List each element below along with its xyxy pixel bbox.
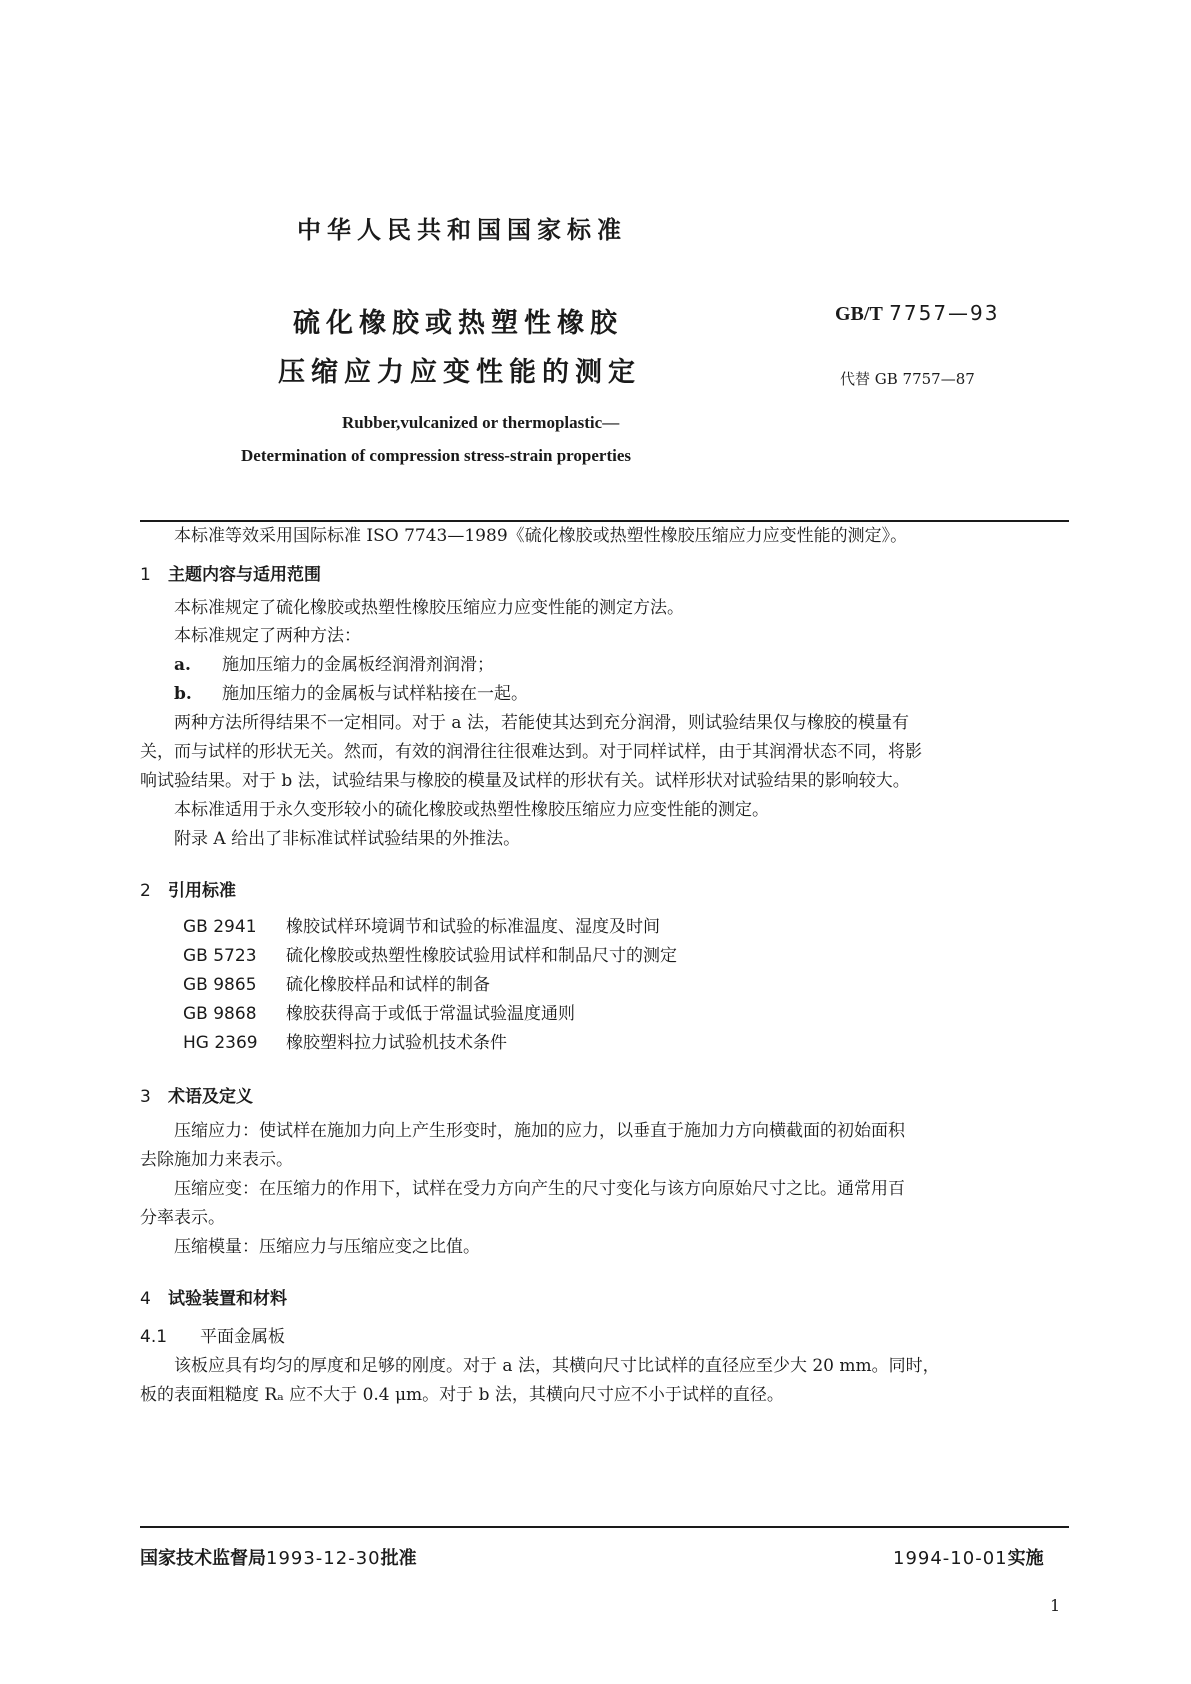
section-4-number: 4 [140, 1289, 151, 1309]
footer-divider [140, 1526, 1069, 1528]
document-title-line2: 压缩应力应变性能的测定 [278, 357, 641, 388]
s1-paragraph-5: 附录 A 给出了非标准试样试验结果的外推法。 [174, 829, 521, 849]
s1-paragraph-3-line1: 两种方法所得结果不一定相同。对于 a 法，若能使其达到充分润滑，则试验结果仅与橡胶的模量有 [174, 713, 909, 733]
intro-paragraph: 本标准等效采用国际标准 ISO 7743—1989《硫化橡胶或热塑性橡胶压缩应力应变性能的测定》。 [174, 526, 908, 546]
section-3-number: 3 [140, 1087, 151, 1107]
s1-paragraph-4: 本标准适用于永久变形较小的硫化橡胶或热塑性橡胶压缩应力应变性能的测定。 [174, 800, 769, 820]
s4-paragraph-line1: 该板应具有均匀的厚度和足够的刚度。对于 a 法，其横向尺寸比试样的直径应至少大 20 mm。同时， [174, 1356, 940, 1376]
definition-compression-stress-line2: 去除施加力来表示。 [140, 1150, 293, 1170]
page-number: 1 [1050, 1596, 1061, 1615]
standard-country-heading: 中华人民共和国国家标准 [297, 216, 627, 244]
definition-compression-strain-line2: 分率表示。 [140, 1208, 225, 1228]
reference-code: GB 9868 [183, 1004, 257, 1024]
standard-code: 7757—93 [889, 301, 1000, 325]
reference-code: GB 2941 [183, 917, 257, 937]
section-4-heading [140, 1284, 287, 1309]
s1-item-b [174, 680, 528, 708]
s1-item-a [174, 651, 494, 679]
s1-paragraph-3-line2: 关，而与试样的形状无关。然而，有效的润滑往往很难达到。对于同样试样，由于其润滑状态不同，将影 [140, 742, 922, 762]
approving-authority: 国家技术监督局 [140, 1548, 266, 1569]
approval-date: 1993-12-30 [266, 1548, 381, 1569]
reference-item [183, 999, 575, 1024]
reference-code: GB 5723 [183, 946, 257, 966]
effective-line [893, 1544, 1044, 1570]
english-title-line2: Determination of compression stress-strain properties [241, 446, 632, 465]
definition-compression-modulus: 压缩模量：压缩应力与压缩应变之比值。 [174, 1237, 480, 1257]
item-b-label: b. [174, 684, 192, 704]
section-1-heading [140, 560, 321, 585]
approval-line [140, 1544, 417, 1570]
s4-paragraph-line2: 板的表面粗糙度 Rₐ 应不大于 0.4 μm。对于 b 法，其横向尺寸应不小于试样的直径。 [140, 1385, 784, 1405]
reference-title: 硫化橡胶或热塑性橡胶试验用试样和制品尺寸的测定 [286, 946, 677, 966]
section-2-heading [140, 876, 236, 901]
item-b-text: 施加压缩力的金属板与试样粘接在一起。 [222, 684, 528, 704]
reference-title: 橡胶试样环境调节和试验的标准温度、湿度及时间 [286, 917, 660, 937]
subsection-number: 4.1 [140, 1327, 168, 1347]
section-2-title: 引用标准 [168, 881, 236, 901]
section-3-heading [140, 1082, 253, 1107]
reference-item [183, 1028, 507, 1053]
s1-paragraph-3-line3: 响试验结果。对于 b 法，试验结果与橡胶的模量及试样的形状有关。试样形状对试验结果的影响较大。 [140, 771, 910, 791]
subsection-title: 平面金属板 [200, 1327, 285, 1347]
reference-code: HG 2369 [183, 1033, 258, 1053]
approval-suffix: 批准 [380, 1548, 417, 1569]
reference-title: 橡胶获得高于或低于常温试验温度通则 [286, 1004, 575, 1024]
reference-item [183, 941, 677, 966]
section-3-title: 术语及定义 [168, 1087, 253, 1107]
reference-code: GB 9865 [183, 975, 257, 995]
definition-compression-strain-line1: 压缩应变：在压缩力的作用下，试样在受力方向产生的尺寸变化与该方向原始尺寸之比。通常用百 [174, 1179, 905, 1199]
item-a-text: 施加压缩力的金属板经润滑剂润滑； [222, 655, 494, 675]
reference-item [183, 912, 660, 937]
definition-compression-stress-line1: 压缩应力：使试样在施加力向上产生形变时，施加的应力，以垂直于施加力方向横截面的初始面积 [174, 1121, 905, 1141]
replaces-standard: 代替 GB 7757—87 [840, 370, 975, 388]
effective-date: 1994-10-01 [893, 1548, 1008, 1569]
effective-suffix: 实施 [1007, 1548, 1044, 1569]
english-title-line1: Rubber,vulcanized or thermoplastic— [342, 413, 620, 432]
standard-prefix: GB/T [835, 303, 883, 325]
s1-paragraph-1: 本标准规定了硫化橡胶或热塑性橡胶压缩应力应变性能的测定方法。 [174, 598, 684, 618]
subsection-4-1-heading [140, 1322, 285, 1347]
reference-title: 硫化橡胶样品和试样的制备 [286, 975, 490, 995]
section-4-title: 试验装置和材料 [168, 1289, 287, 1309]
item-a-label: a. [174, 655, 191, 675]
s1-paragraph-2: 本标准规定了两种方法： [174, 626, 361, 646]
document-title-line1: 硫化橡胶或热塑性橡胶 [293, 308, 623, 339]
reference-item [183, 970, 490, 995]
standard-number [835, 301, 1000, 326]
section-1-title: 主题内容与适用范围 [168, 565, 321, 585]
section-1-number: 1 [140, 565, 151, 585]
reference-title: 橡胶塑料拉力试验机技术条件 [286, 1033, 507, 1053]
section-2-number: 2 [140, 881, 151, 901]
